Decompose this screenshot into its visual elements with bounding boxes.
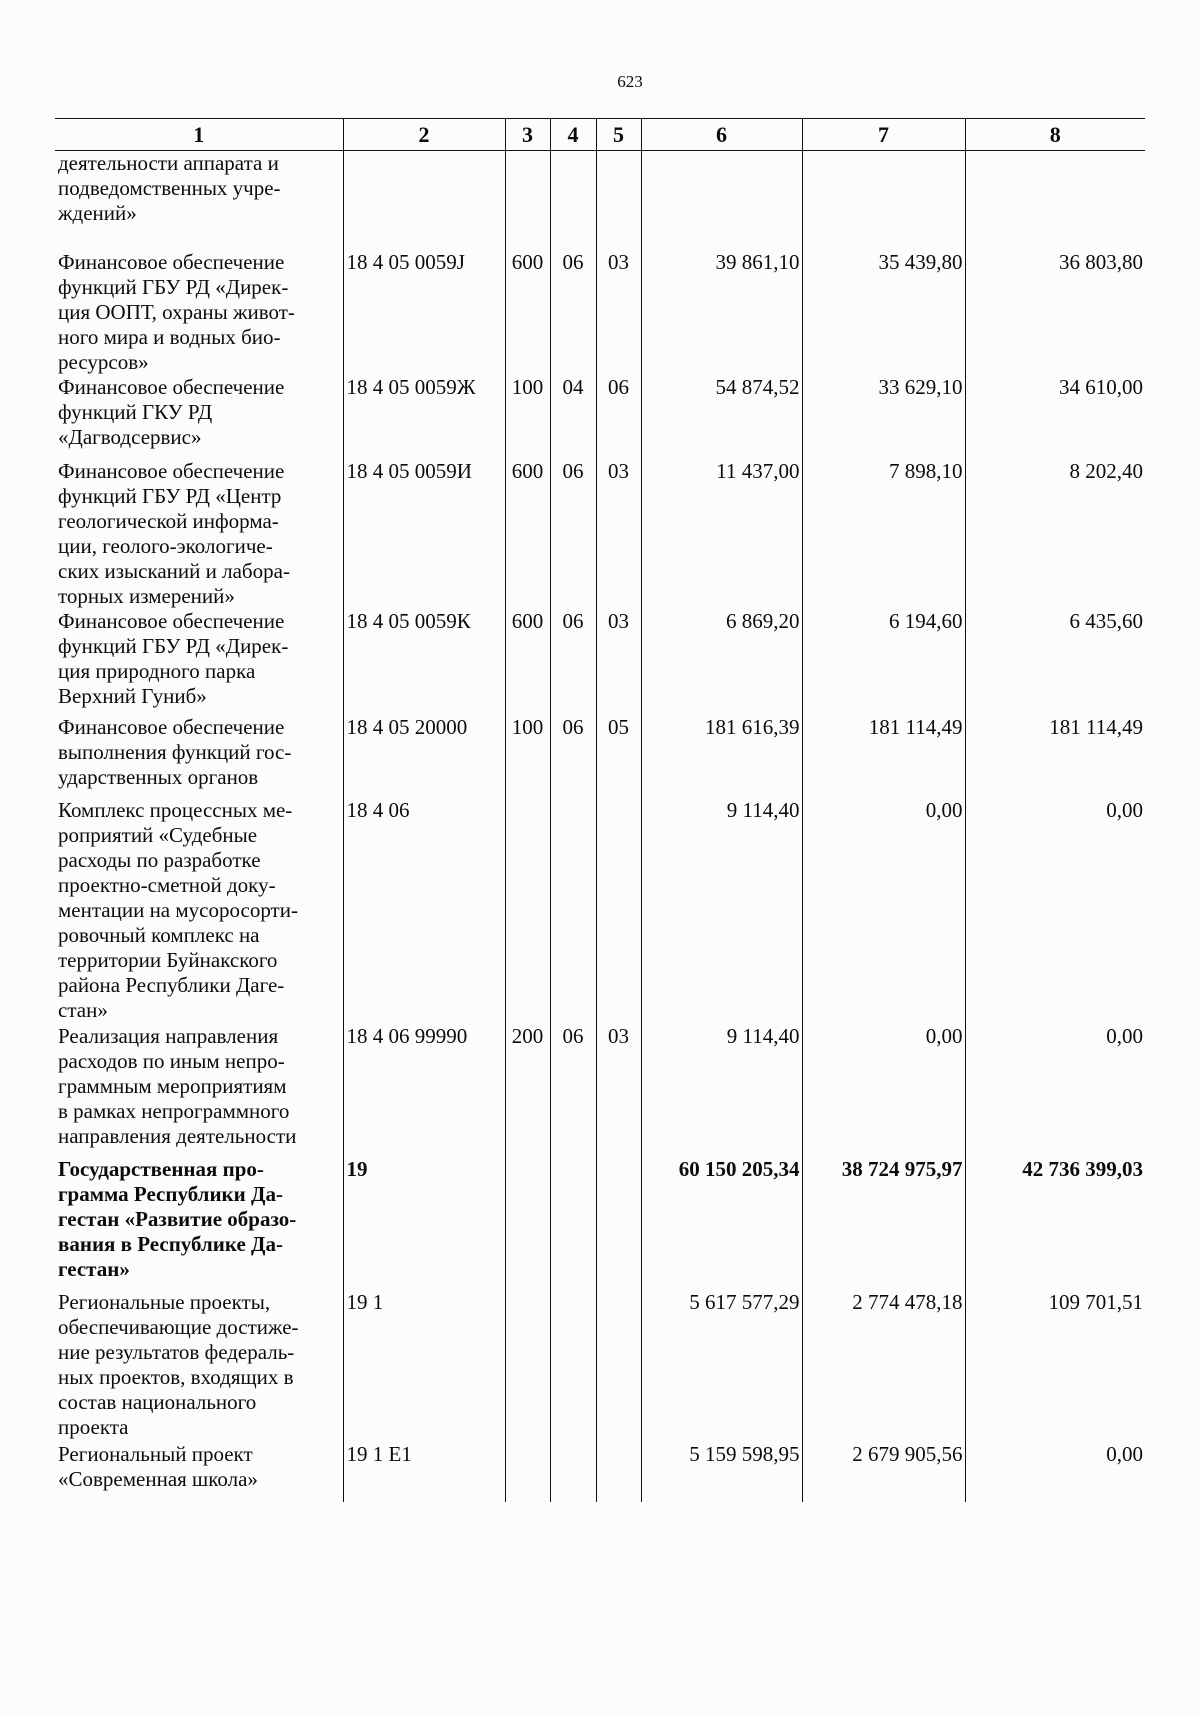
- row-amount-col7: 38 724 975,97: [802, 1157, 965, 1290]
- row-expense-type: 200: [505, 1024, 550, 1157]
- row-description-line: функций ГБУ РД «Центр: [58, 483, 282, 508]
- row-description-line: ровочный комплекс на: [58, 922, 260, 947]
- column-header-4: 4: [550, 119, 596, 151]
- row-subsection: [596, 1442, 641, 1502]
- column-header-1: 1: [55, 119, 343, 151]
- row-description-line: ние результатов федераль-: [58, 1339, 295, 1364]
- column-header-2: 2: [343, 119, 505, 151]
- row-section: 06: [550, 609, 596, 715]
- row-description-line: расходов по иным непро-: [58, 1048, 285, 1073]
- table-row: [55, 459, 1145, 609]
- row-description-line: проектно-сметной доку-: [58, 872, 276, 897]
- row-subsection: 03: [596, 1024, 641, 1157]
- table-row: [55, 250, 1145, 375]
- row-description-line: деятельности аппарата и: [58, 151, 279, 175]
- row-code: 18 4 06: [343, 798, 505, 1024]
- table-row: [55, 1157, 1145, 1290]
- row-expense-type: [505, 151, 550, 250]
- row-amount-col6: 5 617 577,29: [641, 1290, 802, 1442]
- row-description-line: направления деятельности: [58, 1123, 297, 1148]
- row-amount-col6: 5 159 598,95: [641, 1442, 802, 1502]
- row-expense-type: [505, 1290, 550, 1442]
- column-header-7: 7: [802, 119, 965, 151]
- row-description-line: Финансовое обеспечение: [58, 458, 285, 483]
- row-expense-type: 600: [505, 250, 550, 375]
- row-description: [55, 1157, 343, 1290]
- row-amount-col6: 181 616,39: [641, 715, 802, 798]
- row-amount-col6: 11 437,00: [641, 459, 802, 609]
- row-expense-type: 600: [505, 459, 550, 609]
- row-subsection: [596, 1157, 641, 1290]
- row-code: 18 4 05 0059Ж: [343, 375, 505, 459]
- row-description-line: Финансовое обеспечение: [58, 608, 285, 633]
- column-header-3: 3: [505, 119, 550, 151]
- row-amount-col6: 60 150 205,34: [641, 1157, 802, 1290]
- row-amount-col8: 34 610,00: [965, 375, 1145, 459]
- row-amount-col7: 7 898,10: [802, 459, 965, 609]
- column-header-5: 5: [596, 119, 641, 151]
- row-description-line: функций ГБУ РД «Дирек-: [58, 274, 289, 299]
- row-description: [55, 1290, 343, 1442]
- row-amount-col6: 6 869,20: [641, 609, 802, 715]
- table-row: [55, 375, 1145, 459]
- row-amount-col6: 9 114,40: [641, 1024, 802, 1157]
- row-section: [550, 1290, 596, 1442]
- row-subsection: [596, 798, 641, 1024]
- row-expense-type: 100: [505, 375, 550, 459]
- row-section: 06: [550, 459, 596, 609]
- row-code: 18 4 05 0059J: [343, 250, 505, 375]
- table-row: [55, 609, 1145, 715]
- row-description-line: вания в Республике Да-: [58, 1231, 283, 1256]
- row-description-line: Региональные проекты,: [58, 1289, 271, 1314]
- row-subsection: 03: [596, 250, 641, 375]
- row-section: [550, 151, 596, 250]
- row-description-line: Государственная про-: [58, 1156, 264, 1181]
- row-section: 04: [550, 375, 596, 459]
- row-description-line: функций ГБУ РД «Дирек-: [58, 633, 289, 658]
- row-code: 18 4 05 0059К: [343, 609, 505, 715]
- row-description-line: Финансовое обеспечение: [58, 374, 285, 399]
- table-body: [55, 151, 1145, 1502]
- table-row: [55, 798, 1145, 1024]
- row-description-line: ция ООПТ, охраны живот-: [58, 299, 295, 324]
- row-description-line: ция природного парка: [58, 658, 256, 683]
- row-amount-col8: [965, 151, 1145, 250]
- row-description: [55, 715, 343, 798]
- row-description-line: стан»: [58, 997, 108, 1022]
- table-row: [55, 715, 1145, 798]
- table-row: [55, 151, 1145, 250]
- row-code: 18 4 05 20000: [343, 715, 505, 798]
- row-code: 19 1: [343, 1290, 505, 1442]
- budget-table: [55, 118, 1145, 1502]
- row-section: 06: [550, 1024, 596, 1157]
- row-description-line: ресурсов»: [58, 349, 149, 374]
- row-description: [55, 1024, 343, 1157]
- row-description-line: гестан»: [58, 1256, 130, 1281]
- row-code: 18 4 06 99990: [343, 1024, 505, 1157]
- header-row: [55, 119, 1145, 151]
- row-description-line: граммным мероприятиям: [58, 1073, 287, 1098]
- row-section: [550, 1157, 596, 1290]
- row-description-line: Региональный проект: [58, 1441, 253, 1466]
- row-subsection: 05: [596, 715, 641, 798]
- row-description-line: торных измерений»: [58, 583, 235, 608]
- row-description-line: «Современная школа»: [58, 1466, 258, 1491]
- column-header-6: 6: [641, 119, 802, 151]
- row-amount-col7: 35 439,80: [802, 250, 965, 375]
- row-amount-col7: 6 194,60: [802, 609, 965, 715]
- row-section: 06: [550, 250, 596, 375]
- row-section: [550, 1442, 596, 1502]
- row-amount-col7: 33 629,10: [802, 375, 965, 459]
- row-description: [55, 1442, 343, 1502]
- row-amount-col7: 181 114,49: [802, 715, 965, 798]
- row-description-line: состав национального: [58, 1389, 257, 1414]
- row-description: [55, 798, 343, 1024]
- row-description: [55, 375, 343, 459]
- row-description-line: расходы по разработке: [58, 847, 261, 872]
- column-header-8: 8: [965, 119, 1145, 151]
- row-description-line: ударственных органов: [58, 764, 259, 789]
- row-description-line: выполнения функций гос-: [58, 739, 292, 764]
- row-description-line: Финансовое обеспечение: [58, 249, 285, 274]
- row-amount-col6: 39 861,10: [641, 250, 802, 375]
- table-row: [55, 1290, 1145, 1442]
- row-amount-col8: 6 435,60: [965, 609, 1145, 715]
- row-description-line: грамма Республики Да-: [58, 1181, 283, 1206]
- row-amount-col8: 0,00: [965, 798, 1145, 1024]
- row-amount-col8: 36 803,80: [965, 250, 1145, 375]
- row-description-line: района Республики Даге-: [58, 972, 285, 997]
- row-description-line: геологической информа-: [58, 508, 279, 533]
- row-code: 19: [343, 1157, 505, 1290]
- row-description: [55, 151, 343, 250]
- row-amount-col8: 0,00: [965, 1024, 1145, 1157]
- row-subsection: [596, 151, 641, 250]
- row-description-line: подведомственных учре-: [58, 176, 281, 200]
- row-description-line: Финансовое обеспечение: [58, 714, 285, 739]
- row-code: 18 4 05 0059И: [343, 459, 505, 609]
- row-code: 19 1 E1: [343, 1442, 505, 1502]
- row-description-line: обеспечивающие достиже-: [58, 1314, 299, 1339]
- row-description-line: Комплекс процессных ме-: [58, 797, 293, 822]
- row-expense-type: 100: [505, 715, 550, 798]
- table-row: [55, 1442, 1145, 1502]
- row-amount-col7: 2 774 478,18: [802, 1290, 965, 1442]
- row-section: 06: [550, 715, 596, 798]
- row-subsection: 06: [596, 375, 641, 459]
- row-amount-col6: 54 874,52: [641, 375, 802, 459]
- row-description-line: проекта: [58, 1414, 129, 1439]
- row-description-line: «Дагводсервис»: [58, 424, 202, 449]
- row-amount-col8: 109 701,51: [965, 1290, 1145, 1442]
- row-expense-type: 600: [505, 609, 550, 715]
- row-amount-col8: 181 114,49: [965, 715, 1145, 798]
- row-amount-col8: 8 202,40: [965, 459, 1145, 609]
- row-expense-type: [505, 1442, 550, 1502]
- row-amount-col7: 2 679 905,56: [802, 1442, 965, 1502]
- row-amount-col8: 0,00: [965, 1442, 1145, 1502]
- row-description-line: ного мира и водных био-: [58, 324, 281, 349]
- row-description: [55, 459, 343, 609]
- row-description-line: роприятий «Судебные: [58, 822, 258, 847]
- row-amount-col7: 0,00: [802, 798, 965, 1024]
- row-description-line: ных проектов, входящих в: [58, 1364, 294, 1389]
- table-row: [55, 1024, 1145, 1157]
- row-subsection: 03: [596, 609, 641, 715]
- row-description-line: гестан «Развитие образо-: [58, 1206, 297, 1231]
- row-amount-col6: 9 114,40: [641, 798, 802, 1024]
- row-amount-col7: [802, 151, 965, 250]
- row-amount-col7: 0,00: [802, 1024, 965, 1157]
- row-subsection: 03: [596, 459, 641, 609]
- row-amount-col6: [641, 151, 802, 250]
- row-description-line: ских изысканий и лабора-: [58, 558, 290, 583]
- row-amount-col8: 42 736 399,03: [965, 1157, 1145, 1290]
- page-number: 623: [617, 72, 643, 91]
- row-description-line: ментации на мусоросорти-: [58, 897, 298, 922]
- row-expense-type: [505, 1157, 550, 1290]
- row-description: [55, 609, 343, 715]
- row-description-line: ждений»: [58, 201, 137, 225]
- row-description-line: функций ГКУ РД: [58, 399, 213, 424]
- row-expense-type: [505, 798, 550, 1024]
- row-description-line: Верхний Гуниб»: [58, 683, 207, 708]
- row-description-line: ции, геолого-экологиче-: [58, 533, 273, 558]
- row-description-line: в рамках непрограммного: [58, 1098, 290, 1123]
- row-subsection: [596, 1290, 641, 1442]
- row-description: [55, 250, 343, 375]
- row-description-line: Реализация направления: [58, 1023, 279, 1048]
- row-description-line: территории Буйнакского: [58, 947, 278, 972]
- row-code: [343, 151, 505, 250]
- row-section: [550, 798, 596, 1024]
